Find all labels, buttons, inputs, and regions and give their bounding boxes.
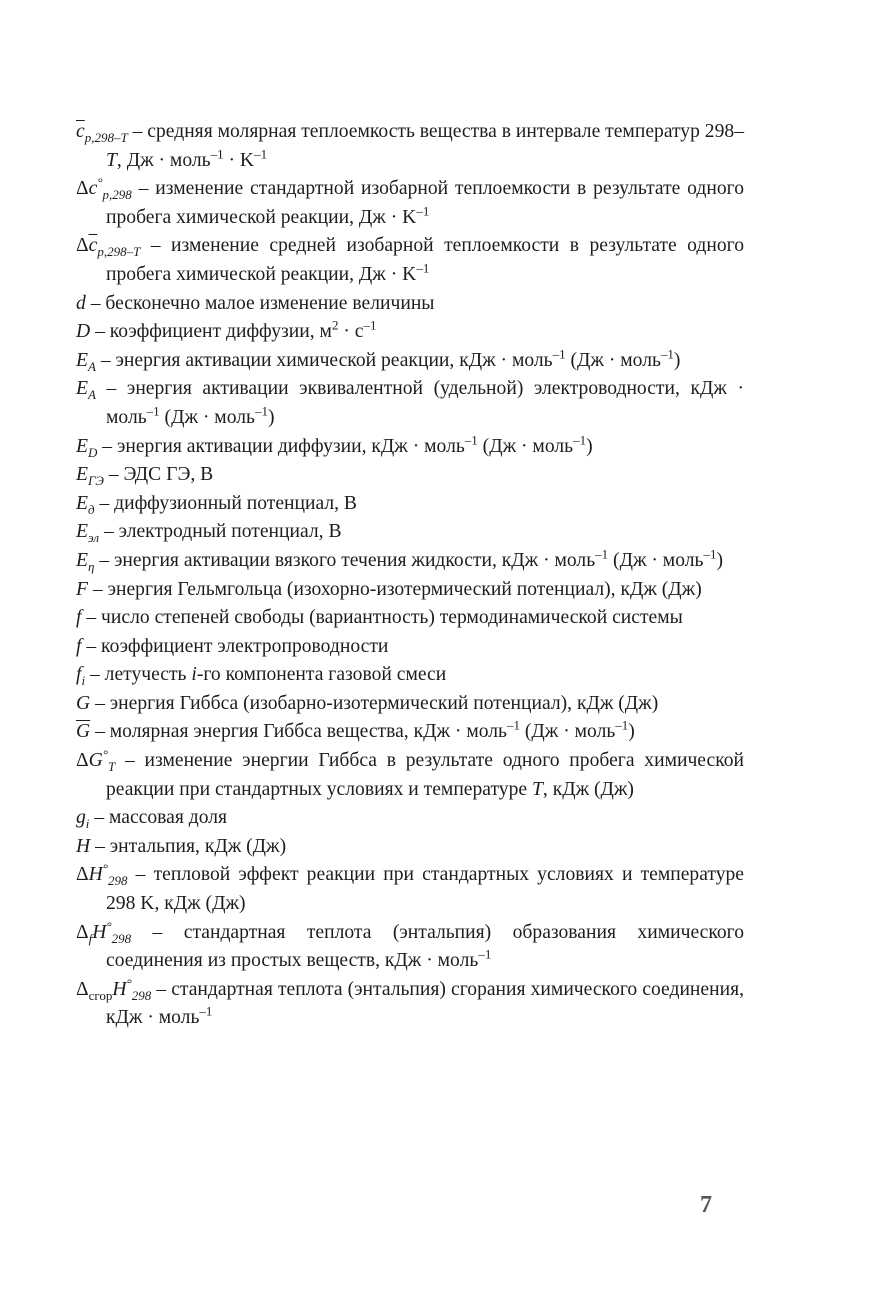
- entry-symbol: $\Delta\overline{c}_{p,298-T}$: [76, 235, 141, 260]
- entry-symbol: d: [76, 292, 86, 314]
- entry-description: – число степеней свободы (вариантность) термодинамической системы: [86, 607, 683, 629]
- symbol-entry: [76, 232, 744, 289]
- entry-symbol: $g_i$: [76, 807, 90, 832]
- entry-description: – энергия Гельмгольца (изохорно-изотермический потенциал), кДж (Дж): [92, 578, 702, 600]
- page-number: 7: [700, 1192, 712, 1218]
- symbol-entry: [76, 490, 744, 519]
- symbol-list: [76, 118, 744, 1033]
- symbol-entry: [76, 747, 744, 804]
- entry-description: – молярная энергия Гиббса вещества, кДж · моль$^{-1}$ (Дж · моль$^{-1}$): [95, 717, 635, 743]
- entry-symbol: $E_{эл}$: [76, 521, 100, 546]
- symbol-entry: [76, 347, 744, 376]
- entry-description: – изменение средней изобарной теплоемкости в результате одного пробега химической реакции, Дж · $K^{-1}$: [106, 235, 744, 285]
- entry-description: – бесконечно малое изменение величины: [90, 292, 435, 314]
- symbol-entry: [76, 833, 744, 862]
- entry-description: – коэффициент диффузии, $м^2 \cdot с^{-1}$: [95, 317, 377, 343]
- symbol-entry: [76, 604, 744, 633]
- symbol-entry: [76, 547, 744, 576]
- entry-symbol: $f_i$: [76, 664, 86, 689]
- symbol-entry: [76, 861, 744, 918]
- entry-symbol: $E_д$: [76, 492, 95, 517]
- entry-description: – летучесть i-го компонента газовой смеси: [89, 664, 447, 686]
- entry-symbol: $\Delta c^\circ_{p,298}$: [76, 174, 132, 203]
- entry-description: – диффузионный потенциал, В: [99, 492, 357, 514]
- symbol-entry: [76, 290, 744, 319]
- entry-symbol: $E_\eta$: [76, 549, 95, 574]
- entry-symbol: F: [76, 578, 88, 600]
- entry-symbol: H: [76, 835, 91, 857]
- entry-symbol: $\Delta_{сгор}H^\circ_{298}$: [76, 975, 152, 1003]
- entry-symbol: D: [76, 321, 91, 343]
- entry-description: – энергия активации эквивалентной (удельной) электроводности, кДж · моль$^{-1}$ (Дж · моль$^{-1}$): [106, 378, 744, 428]
- symbol-entry: [76, 661, 744, 690]
- symbol-entry: [76, 633, 744, 662]
- entry-description: – стандартная теплота (энтальпия) сгорания химического соединения, кДж · моль$^{-1}$: [106, 978, 744, 1029]
- entry-symbol: f: [76, 635, 82, 657]
- symbol-entry: [76, 718, 744, 747]
- entry-symbol: f: [76, 607, 82, 629]
- symbol-entry: [76, 175, 744, 232]
- symbol-entry: [76, 118, 744, 175]
- entry-symbol: $E_{ГЭ}$: [76, 464, 104, 489]
- entry-description: – изменение стандартной изобарной теплоемкости в результате одного пробега химической реакции, Дж · $K^{-1}$: [106, 178, 744, 228]
- entry-description: – энергия Гиббса (изобарно-изотермический потенциал), кДж (Дж): [95, 692, 659, 714]
- entry-description: – средняя молярная теплоемкость вещества в интервале температур 298–T, Дж · моль$^{-1}$ · $K^{-1}$: [106, 121, 744, 171]
- entry-description: – энергия активации диффузии, кДж · моль$^{-1}$ (Дж · моль$^{-1}$): [102, 432, 593, 457]
- entry-description: – электродный потенциал, В: [103, 521, 342, 543]
- symbol-entry: [76, 433, 744, 462]
- entry-symbol: G: [76, 692, 91, 714]
- entry-description: – стандартная теплота (энтальпия) образования химического соединения из простых веществ, кДж · моль$^{-1}$: [106, 921, 744, 972]
- entry-symbol: $E_A$: [76, 378, 96, 403]
- entry-description: – массовая доля: [94, 807, 228, 829]
- entry-symbol: $\overline{c}_{p,298-T}$: [76, 121, 128, 145]
- symbol-entry: [76, 576, 744, 605]
- entry-symbol: $\Delta_fH^\circ_{298}$: [76, 918, 132, 946]
- entry-description: – энергия активации химической реакции, кДж · моль$^{-1}$ (Дж · моль$^{-1}$): [100, 346, 681, 371]
- entry-symbol: $E_D$: [76, 435, 98, 460]
- symbol-entry: [76, 375, 744, 432]
- entry-description: – энергия активации вязкого течения жидкости, кДж · моль$^{-1}$ (Дж · моль$^{-1}$): [99, 546, 723, 571]
- entry-description: – энтальпия, кДж (Дж): [95, 835, 287, 857]
- entry-description: – коэффициент электропроводности: [86, 635, 389, 657]
- entry-symbol: $\Delta H^\circ_{298}$: [76, 860, 128, 889]
- symbol-entry: [76, 318, 744, 347]
- symbol-entry: [76, 518, 744, 547]
- symbol-entry: [76, 804, 744, 833]
- entry-description: – тепловой эффект реакции при стандартных условиях и температуре 298 K, кДж (Дж): [106, 864, 744, 915]
- entry-description: – изменение энергии Гиббса в результате одного пробега химической реакции при стандартных условиях и температуре T, кДж (Дж): [106, 750, 744, 800]
- entry-symbol: $\Delta G^\circ_T$: [76, 746, 116, 774]
- symbol-entry: [76, 461, 744, 490]
- symbol-entry: [76, 919, 744, 976]
- symbol-entry: [76, 690, 744, 719]
- entry-symbol: $\overline{G}$: [76, 721, 91, 743]
- symbol-entry: [76, 976, 744, 1033]
- entry-symbol: $E_A$: [76, 349, 96, 374]
- entry-description: – ЭДС ГЭ, В: [108, 464, 214, 486]
